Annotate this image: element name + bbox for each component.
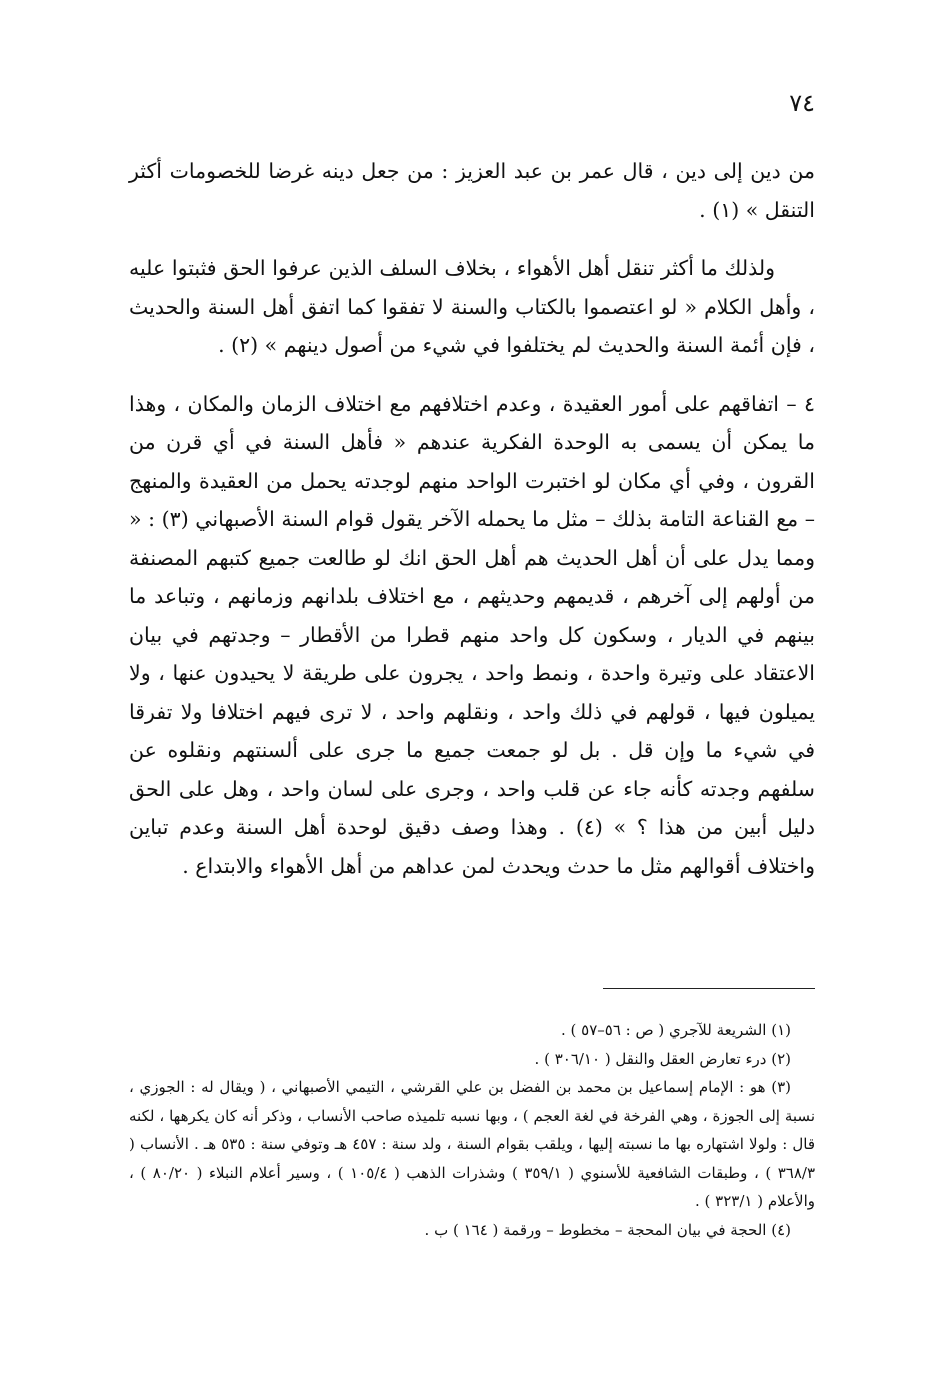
footnote-separator: [603, 988, 815, 989]
paragraph-3: ٤ – اتفاقهم على أمور العقيدة ، وعدم اختلافهم مع اختلاف الزمان والمكان ، وهذا ما يمكن أن يسمى به الوحدة الفكرية عندهم « فأهل السنة في أي قرن من القرون ، وفي أي مكان لو اختبرت الواحد منهم لوجدته يحمل من العقيدة والمنهج – مع القناعة التامة بذلك – مثل ما يحمله الآخر يقول قوام السنة الأصبهاني (٣) : « ومما يدل على أن أهل الحديث هم أهل الحق انك لو طالعت جميع كتبهم المصنفة من أولهم إلى آخرهم ، قديمهم وحديثهم ، مع اختلاف بلدانهم وزمانهم ، وتباعد ما بينهم في الديار ، وسكون كل واحد منهم قطرا من الأقطار – وجدتهم في بيان الاعتقاد على وتيرة واحدة ، ونمط واحد ، يجرون على طريقة لا يحيدون عنها ، ولا يميلون فيها ، قولهم في ذلك واحد ، ونقلهم واحد ، لا ترى فيهم اختلافا ولا تفرقا في شيء ما وإن قل . بل لو جمعت جميع ما جرى على ألسنتهم ونقلوه عن سلفهم وجدته كأنه جاء عن قلب واحد ، وجرى على لسان واحد ، وهل على الحق دليل أبين من هذا ؟ » (٤) . وهذا وصف دقيق لوحدة أهل السنة وعدم تباين واختلاف أقوالهم مثل ما حدث ويحدث لمن عداهم من أهل الأهواء والابتداع .: [129, 391, 816, 878]
footnotes: [129, 1016, 815, 1244]
page-number: ٧٤: [789, 89, 815, 117]
footnote-1: (١) الشريعة للآجري ( ص : ٥٦–٥٧ ) .: [561, 1021, 791, 1039]
footnote-3: (٣) هو : الإمام إسماعيل بن محمد بن الفضل بن علي القرشي ، التيمي الأصبهاني ، ( ويقال له : الجوزي ، نسبة إلى الجوزة ، وهي الفرخة في لغة العجم ) ، وبها نسبه تلميذه صاحب الأنساب ، وذكر أنه كان يكرهها ، لكنه قال : ولولا اشتهاره بها ما نسبته إليها ، ويلقب بقوام السنة ، ولد سنة : ٤٥٧ هـ وتوفي سنة : ٥٣٥ هـ . الأنساب ( ٣٦٨/٣ ) ، وطبقات الشافعية للأسنوي ( ٣٥٩/١ ) وشذرات الذهب ( ١٠٥/٤ ) ، وسير أعلام النبلاء ( ٨٠/٢٠ ) ، والأعلام ( ٣٢٣/١ ) .: [129, 1078, 816, 1210]
footnote-4: (٤) الحجة في بيان المحجة – مخطوط – ورقمة ( ١٦٤ ) ب .: [424, 1220, 791, 1239]
paragraph-1: من دين إلى دين ، قال عمر بن عبد العزيز : من جعل دينه غرضا للخصومات أكثر التنقل » (١) .: [129, 159, 815, 222]
main-text: [129, 152, 815, 885]
footnote-2: (٢) درء تعارض العقل والنقل ( ٣٠٦/١٠ ) .: [534, 1049, 791, 1068]
paragraph-2: ولذلك ما أكثر تنقل أهل الأهواء ، بخلاف السلف الذين عرفوا الحق فثبتوا عليه ، وأهل الكلام « لو اعتصموا بالكتاب والسنة لا تفقوا كما اتفق أهل السنة والحديث ، فإن أئمة السنة والحديث لم يختلفوا في شيء من أصول دينهم » (٢) .: [129, 256, 815, 357]
